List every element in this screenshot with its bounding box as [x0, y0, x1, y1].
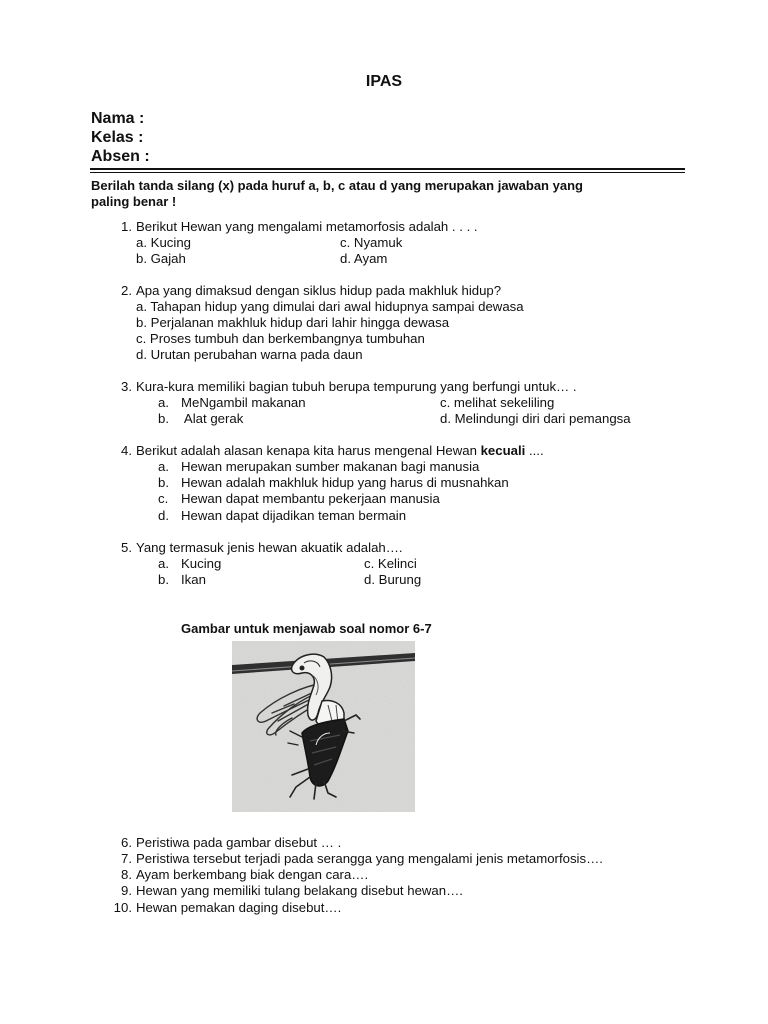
essay-text: Peristiwa pada gambar disebut … . [136, 835, 342, 850]
option-a[interactable]: a. Tahapan hidup yang dimulai dari awal hidupnya sampai dewasa [136, 299, 524, 314]
option-d[interactable]: Hewan dapat dijadikan teman bermain [181, 508, 407, 523]
question-number: 3. [121, 379, 132, 394]
option-d[interactable]: d. Urutan perubahan warna pada daun [136, 347, 363, 362]
option-a-letter: a. [158, 395, 169, 410]
header-divider-top [90, 168, 685, 170]
option-a[interactable]: Hewan merupakan sumber makanan bagi manusia [181, 459, 480, 474]
option-b-letter: b. [158, 475, 169, 490]
option-b-letter: b. [158, 572, 169, 587]
option-d[interactable]: d. Ayam [340, 251, 388, 266]
absen-label: Absen : [91, 148, 150, 165]
nama-label: Nama : [91, 110, 145, 127]
question-number: 1. [121, 219, 132, 234]
question-number: 2. [121, 283, 132, 298]
option-b[interactable]: Ikan [181, 572, 206, 587]
metamorphosis-illustration [232, 641, 415, 812]
question-text-main: Berikut adalah alasan kenapa kita harus mengenal Hewan [136, 443, 481, 458]
question-text: Kura-kura memiliki bagian tubuh berupa tempurung yang berfungi untuk… . [136, 379, 577, 394]
option-b-letter: b. [158, 411, 169, 426]
option-d[interactable]: d. Burung [364, 572, 422, 587]
essay-text: Ayam berkembang biak dengan cara…. [136, 867, 369, 882]
option-d-letter: d. [158, 508, 169, 523]
option-c[interactable]: Hewan dapat membantu pekerjaan manusia [181, 491, 440, 506]
option-c[interactable]: c. Kelinci [364, 556, 417, 571]
option-c[interactable]: c. Proses tumbuh dan berkembangnya tumbuhan [136, 331, 425, 346]
question-text: Berikut Hewan yang mengalami metamorfosis adalah . . . . [136, 219, 478, 234]
question-text-keyword: kecuali [480, 443, 526, 458]
essay-text: Hewan pemakan daging disebut…. [136, 900, 342, 915]
option-a[interactable]: MeNgambil makanan [181, 395, 306, 410]
question-number: 4. [121, 443, 132, 458]
option-a[interactable]: a. Kucing [136, 235, 191, 250]
essay-text: Hewan yang memiliki tulang belakang disebut hewan…. [136, 883, 463, 898]
page-title: IPAS [365, 73, 403, 90]
option-c-letter: c. [158, 491, 169, 506]
option-a-letter: a. [158, 556, 169, 571]
question-text: Yang termasuk jenis hewan akuatik adalah…. [136, 540, 403, 555]
kelas-label: Kelas : [91, 129, 144, 146]
essay-number: 9. [121, 883, 132, 898]
option-b[interactable]: b. Gajah [136, 251, 186, 266]
option-b[interactable]: Hewan adalah makhluk hidup yang harus di musnahkan [181, 475, 509, 490]
option-a-letter: a. [158, 459, 169, 474]
option-c[interactable]: c. Nyamuk [340, 235, 403, 250]
header-divider-bottom [90, 172, 685, 173]
essay-number: 8. [121, 867, 132, 882]
instruction-line-1: Berilah tanda silang (x) pada huruf a, b, c atau d yang merupakan jawaban yang [91, 178, 583, 193]
question-text: Apa yang dimaksud dengan siklus hidup pada makhluk hidup? [136, 283, 502, 298]
instruction-line-2: paling benar ! [91, 194, 177, 209]
question-text [136, 443, 544, 459]
figure-caption: Gambar untuk menjawab soal nomor 6-7 [181, 621, 432, 636]
question-text-end: .... [525, 443, 544, 458]
option-c[interactable]: c. melihat sekeliling [440, 395, 555, 410]
essay-number: 6. [121, 835, 132, 850]
option-a[interactable]: Kucing [181, 556, 222, 571]
essay-number: 7. [121, 851, 132, 866]
essay-text: Peristiwa tersebut terjadi pada serangga yang mengalami jenis metamorfosis…. [136, 851, 603, 866]
question-number: 5. [121, 540, 132, 555]
essay-number: 10. [113, 900, 132, 915]
option-b[interactable]: b. Perjalanan makhluk hidup dari lahir hingga dewasa [136, 315, 450, 330]
option-d[interactable]: d. Melindungi diri dari pemangsa [440, 411, 631, 426]
option-b[interactable]: Alat gerak [181, 411, 244, 426]
instruction [91, 178, 583, 210]
